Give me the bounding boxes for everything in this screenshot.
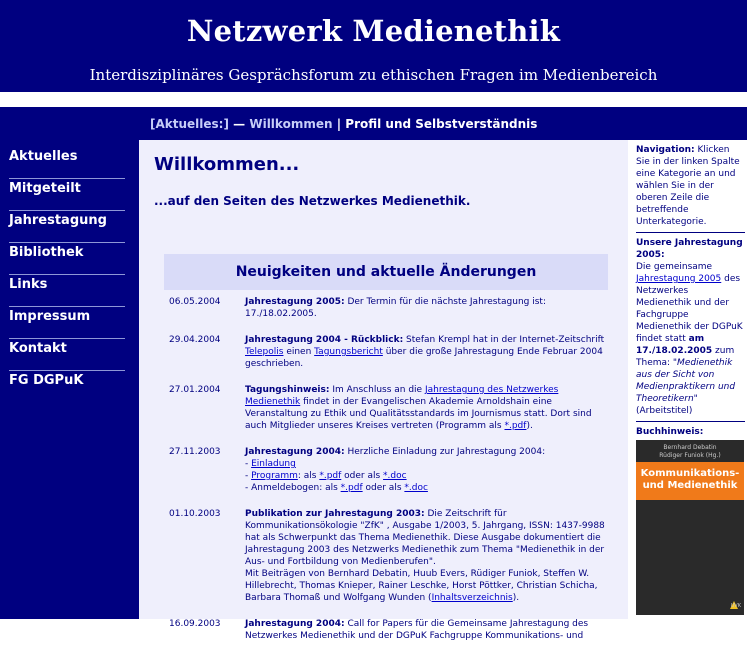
link-programm-pdf[interactable]: *.pdf bbox=[504, 421, 527, 431]
sidebar-menu bbox=[0, 140, 139, 403]
news-text: über die große Jahrestagung Ende Februar 2004 geschrieben. bbox=[245, 347, 603, 369]
news-headline: Jahrestagung 2004 - Rückblick: bbox=[245, 335, 404, 345]
link-programm-doc[interactable]: *.doc bbox=[383, 471, 407, 481]
sub-navigation-items bbox=[150, 117, 537, 131]
subnav-separator: | bbox=[336, 117, 342, 131]
divider bbox=[636, 421, 745, 422]
link-anmeldebogen-pdf[interactable]: *.pdf bbox=[340, 483, 363, 493]
link-tagungsbericht[interactable]: Tagungsbericht bbox=[314, 347, 383, 357]
news-date: 29.04.2004 bbox=[169, 335, 221, 345]
conference-text: des Netzwerkes Medienethik und der Fachgruppe Medienethik der DGPuK findet statt bbox=[636, 274, 743, 344]
site-subtitle: Interdisziplinäres Gesprächsforum zu ethischen Fragen im Medienbereich bbox=[89, 66, 658, 84]
navigation-hint-label: Navigation: bbox=[636, 145, 695, 155]
link-programm[interactable]: Programm bbox=[251, 471, 298, 481]
news-text: Im Anschluss an die bbox=[329, 385, 425, 395]
subnav-separator: — bbox=[233, 117, 246, 131]
news-date: 27.01.2004 bbox=[169, 385, 221, 395]
divider bbox=[636, 232, 745, 233]
book-cover-image[interactable] bbox=[636, 440, 744, 615]
news-item bbox=[164, 334, 608, 370]
news-text: oder als bbox=[362, 483, 405, 493]
news-text: oder als bbox=[341, 471, 384, 481]
sidebar-item-links[interactable]: Links bbox=[9, 275, 125, 307]
book-hint-label: Buchhinweis: bbox=[636, 427, 704, 437]
link-inhaltsverzeichnis[interactable]: Inhaltsverzeichnis bbox=[431, 593, 513, 603]
news-item bbox=[164, 618, 608, 642]
sidebar-item-jahrestagung[interactable]: Jahrestagung bbox=[9, 211, 125, 243]
news-body bbox=[245, 334, 605, 370]
navigation-hint bbox=[633, 140, 747, 438]
news-body bbox=[245, 618, 605, 642]
news-text: Stefan Krempl hat in der Internet-Zeitschrift bbox=[403, 335, 605, 345]
news-date: 01.10.2003 bbox=[169, 509, 221, 519]
news-text: Herzliche Einladung zur Jahrestagung 2004: bbox=[344, 447, 546, 457]
page-title: Willkommen... bbox=[154, 154, 300, 175]
link-jahrestagung-netzwerk[interactable]: Jahrestagung des Netzwerkes Medienethik bbox=[245, 385, 559, 407]
news-text: Call for Papers für die Gemeinsame Jahrestagung des Netzwerkes Medienethik und der DGPuK Fachgruppe Kommunikations- und bbox=[245, 619, 589, 641]
news-item bbox=[164, 508, 608, 604]
link-anmeldebogen-doc[interactable]: *.doc bbox=[404, 483, 428, 493]
welcome-text: ...auf den Seiten des Netzwerkes Medienethik. bbox=[154, 194, 471, 208]
news-text: ). bbox=[526, 421, 533, 431]
news-date: 27.11.2003 bbox=[169, 447, 221, 457]
main-content bbox=[139, 140, 628, 641]
list-dash: - bbox=[245, 459, 252, 469]
header-spacer bbox=[0, 92, 747, 107]
sidebar-item-aktuelles[interactable]: Aktuelles bbox=[9, 147, 125, 179]
news-headline: Tagungshinweis: bbox=[245, 385, 330, 395]
news-date: 16.09.2003 bbox=[169, 619, 221, 629]
book-title: Kommunikations- und Medienethik bbox=[636, 462, 744, 500]
news-body bbox=[245, 508, 605, 604]
news-text: - Anmeldebogen: als bbox=[245, 483, 341, 493]
subnav-item-willkommen[interactable]: Willkommen bbox=[249, 117, 333, 131]
news-text: einen bbox=[283, 347, 315, 357]
link-telepolis[interactable]: Telepolis bbox=[245, 347, 284, 357]
conference-topic: "Medienethik aus der Sicht von Medienpraktikern und Theoretikern" bbox=[636, 358, 736, 404]
news-text: findet in der Evangelischen Akademie Arnoldshain eine Veranstaltung zu Ethik und Qualitätsstandards im Journismus statt. Dort sind auch Mitglieder unseres Kreises vertreten (Programm als bbox=[245, 397, 592, 431]
news-text: Mit Beiträgen von Bernhard Debatin, Huub Evers, Rüdiger Funiok, Steffen W. Hillebrecht, Thomas Knieper, Rainer Leschke, Horst Pöttker, Christian Schicha, Barbara Thomaß und Wolfgang Wunden ( bbox=[245, 569, 598, 603]
sidebar-item-bibliothek[interactable]: Bibliothek bbox=[9, 243, 125, 275]
sidebar-item-mitgeteilt[interactable]: Mitgeteilt bbox=[9, 179, 125, 211]
news-body bbox=[245, 296, 605, 320]
news-body bbox=[245, 446, 605, 494]
news-text: Der Termin für die nächste Jahrestagung ist: 17./18.02.2005. bbox=[245, 297, 546, 319]
sidebar bbox=[0, 140, 139, 619]
right-sidebar bbox=[633, 140, 747, 619]
navigation-hint-text: Klicken Sie in der linken Spalte eine Kategorie an und wählen Sie in der oberen Zeile die betreffende Unterkategorie. bbox=[636, 145, 740, 227]
news-headline: Publikation zur Jahrestagung 2003: bbox=[245, 509, 425, 519]
book-authors: Bernhard Debatin Rüdiger Funiok (Hg.) bbox=[659, 444, 721, 459]
site-header bbox=[0, 0, 747, 92]
news-text: Die Zeitschrift für Kommunikationsökologie "ZfK" , Ausgabe 1/2003, 5. Jahrgang, ISSN: 1437-9988 hat als Schwerpunkt das Thema Medienethik. Diese Ausgabe dokumentiert die Jahrestagung 2003 des Netzwerks Medienethik zum Thema "Medienethik in der Aus- und Fortbildung von Medienberufen". bbox=[245, 509, 605, 567]
publisher-name: UVK bbox=[730, 603, 741, 609]
site-title: Netzwerk Medienethik bbox=[186, 14, 561, 48]
sidebar-item-fg-dgpuk[interactable]: FG DGPuK bbox=[9, 373, 84, 388]
link-programm-pdf[interactable]: *.pdf bbox=[319, 471, 342, 481]
sub-navigation bbox=[0, 107, 747, 140]
conference-text: (Arbeitstitel) bbox=[636, 406, 693, 416]
news-text: : als bbox=[297, 471, 320, 481]
news-headline: Jahrestagung 2004: bbox=[245, 447, 345, 457]
news-text: ). bbox=[512, 593, 520, 603]
subnav-item-profil[interactable]: Profil und Selbstverständnis bbox=[345, 117, 538, 131]
news-date: 06.05.2004 bbox=[169, 297, 221, 307]
sidebar-item-impressum[interactable]: Impressum bbox=[9, 307, 125, 339]
news-item bbox=[164, 384, 608, 432]
news-heading: Neuigkeiten und aktuelle Änderungen bbox=[164, 254, 608, 290]
news-item bbox=[164, 446, 608, 494]
link-jahrestagung-2005[interactable]: Jahrestagung 2005 bbox=[636, 274, 722, 284]
conference-text: zum Thema: bbox=[636, 346, 735, 368]
conference-date: am 17./18.02.2005 bbox=[636, 334, 713, 356]
subnav-section-label: [Aktuelles:] bbox=[150, 117, 229, 131]
news-body bbox=[245, 384, 605, 432]
link-einladung[interactable]: Einladung bbox=[251, 459, 296, 469]
conference-text: Die gemeinsame bbox=[636, 262, 713, 272]
list-dash: - bbox=[245, 471, 252, 481]
news-headline: Jahrestagung 2005: bbox=[245, 297, 345, 307]
news-headline: Jahrestagung 2004: bbox=[245, 619, 345, 629]
news-item bbox=[164, 296, 608, 320]
sidebar-item-kontakt[interactable]: Kontakt bbox=[9, 339, 125, 371]
conference-label: Unsere Jahrestagung 2005: bbox=[636, 238, 743, 260]
news-list bbox=[164, 296, 608, 656]
